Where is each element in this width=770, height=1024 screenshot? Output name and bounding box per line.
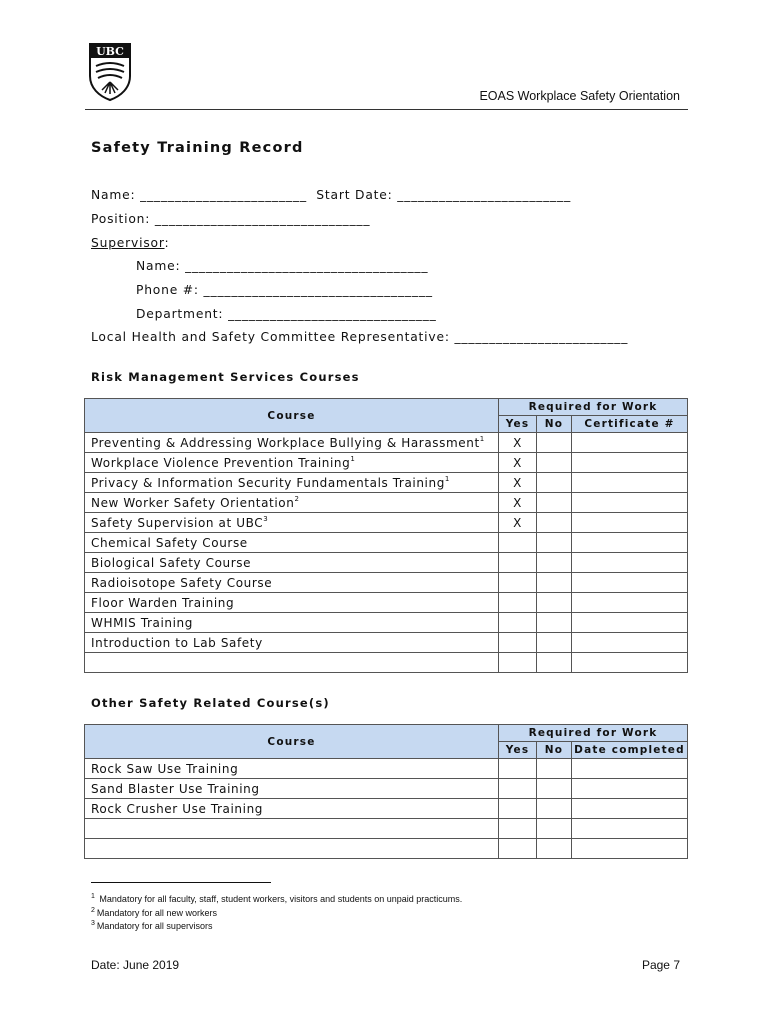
- name-start-date-line: Name: ________________________ Start Date: _________________________: [91, 188, 572, 202]
- other-course-header: Course: [85, 725, 499, 759]
- certificate-cell[interactable]: [572, 473, 688, 493]
- course-cell: [85, 613, 499, 633]
- no-cell[interactable]: [537, 493, 572, 513]
- table-row: [85, 493, 688, 513]
- certificate-cell[interactable]: [572, 453, 688, 473]
- course-name: Chemical Safety Course: [91, 535, 248, 550]
- table-row: [85, 613, 688, 633]
- course-cell: [85, 799, 499, 819]
- table-row: [85, 593, 688, 613]
- certificate-cell[interactable]: [572, 493, 688, 513]
- yes-cell[interactable]: [499, 533, 537, 553]
- risk-required-header: Required for Work: [499, 399, 688, 416]
- date-completed-cell[interactable]: [572, 839, 688, 859]
- table-row: [85, 573, 688, 593]
- course-name: Privacy & Information Security Fundamentals Training: [91, 475, 445, 490]
- yes-cell[interactable]: [499, 613, 537, 633]
- yes-cell[interactable]: X: [499, 493, 537, 513]
- course-cell: [85, 493, 499, 513]
- course-name: Floor Warden Training: [91, 595, 235, 610]
- other-date-header: Date completed: [572, 742, 688, 759]
- course-cell: [85, 433, 499, 453]
- certificate-cell[interactable]: [572, 533, 688, 553]
- other-section-title: Other Safety Related Course(s): [91, 696, 330, 710]
- yes-cell[interactable]: [499, 553, 537, 573]
- date-completed-cell[interactable]: [572, 759, 688, 779]
- header-title: EOAS Workplace Safety Orientation: [479, 89, 680, 103]
- yes-cell[interactable]: [499, 573, 537, 593]
- other-courses-table: [84, 724, 688, 859]
- course-cell: [85, 473, 499, 493]
- table-row: [85, 553, 688, 573]
- no-cell[interactable]: [537, 653, 572, 673]
- footnote-1-text: Mandatory for all faculty, staff, student workers, visitors and students on unpaid practicums.: [99, 894, 463, 904]
- course-cell: [85, 453, 499, 473]
- footnote-2: [91, 907, 217, 918]
- yes-cell[interactable]: X: [499, 433, 537, 453]
- yes-cell[interactable]: [499, 779, 537, 799]
- course-name: New Worker Safety Orientation: [91, 495, 295, 510]
- footnote-ref: 2: [294, 494, 300, 503]
- footnote-1-number: 1: [91, 893, 95, 900]
- table-row: [85, 533, 688, 553]
- table-row: [85, 433, 688, 453]
- table-row: [85, 513, 688, 533]
- supervisor-name-line: Name: ___________________________________: [136, 259, 429, 273]
- yes-cell[interactable]: X: [499, 453, 537, 473]
- course-name: Sand Blaster Use Training: [91, 781, 260, 796]
- page-title: Safety Training Record: [91, 140, 304, 156]
- footnote-2-number: 2: [91, 907, 95, 914]
- course-name: Radioisotope Safety Course: [91, 575, 273, 590]
- course-cell: [85, 653, 499, 673]
- course-cell: [85, 779, 499, 799]
- other-required-header: Required for Work: [499, 725, 688, 742]
- course-name: WHMIS Training: [91, 615, 193, 630]
- course-name: Introduction to Lab Safety: [91, 635, 263, 650]
- course-cell: [85, 513, 499, 533]
- course-cell: [85, 593, 499, 613]
- header-rule: [85, 109, 688, 110]
- no-cell[interactable]: [537, 779, 572, 799]
- course-cell: [85, 573, 499, 593]
- other-yes-header: Yes: [499, 742, 537, 759]
- supervisor-department-line: Department: ______________________________: [136, 307, 437, 321]
- footnote-2-text: Mandatory for all new workers: [96, 908, 217, 918]
- table-row: [85, 453, 688, 473]
- yes-cell[interactable]: [499, 819, 537, 839]
- course-name: Preventing & Addressing Workplace Bullying & Harassment: [91, 435, 480, 450]
- footer-page: Page 7: [641, 958, 680, 972]
- no-cell[interactable]: [537, 633, 572, 653]
- no-cell[interactable]: [537, 433, 572, 453]
- risk-courses-table: [84, 398, 688, 673]
- no-cell[interactable]: [537, 473, 572, 493]
- footnote-3-text: Mandatory for all supervisors: [96, 921, 213, 931]
- yes-cell[interactable]: X: [499, 513, 537, 533]
- certificate-cell[interactable]: [572, 513, 688, 533]
- footnote-ref: 1: [444, 474, 450, 483]
- committee-rep-line: Local Health and Safety Committee Representative: _________________________: [91, 330, 629, 344]
- footnote-ref: 1: [350, 454, 356, 463]
- yes-cell[interactable]: X: [499, 473, 537, 493]
- date-completed-cell[interactable]: [572, 779, 688, 799]
- course-cell: [85, 553, 499, 573]
- yes-cell[interactable]: [499, 653, 537, 673]
- no-cell[interactable]: [537, 819, 572, 839]
- course-cell: [85, 839, 499, 859]
- supervisor-phone-line: Phone #: _________________________________: [136, 283, 433, 297]
- no-cell[interactable]: [537, 573, 572, 593]
- other-no-header: No: [537, 742, 572, 759]
- yes-cell[interactable]: [499, 799, 537, 819]
- risk-yes-header: Yes: [499, 416, 537, 433]
- no-cell[interactable]: [537, 839, 572, 859]
- course-cell: [85, 533, 499, 553]
- table-row: [85, 779, 688, 799]
- course-name: Biological Safety Course: [91, 555, 252, 570]
- course-name: Rock Saw Use Training: [91, 761, 239, 776]
- risk-section-title: Risk Management Services Courses: [91, 370, 360, 384]
- footnote-3: [91, 920, 212, 931]
- yes-cell[interactable]: [499, 839, 537, 859]
- no-cell[interactable]: [537, 553, 572, 573]
- certificate-cell[interactable]: [572, 633, 688, 653]
- table-row: [85, 799, 688, 819]
- no-cell[interactable]: [537, 533, 572, 553]
- course-name: Rock Crusher Use Training: [91, 801, 263, 816]
- risk-cert-header: Certificate #: [572, 416, 688, 433]
- course-name: Workplace Violence Prevention Training: [91, 455, 351, 470]
- supervisor-label: Supervisor: [91, 236, 165, 250]
- footnote-3-number: 3: [91, 920, 95, 927]
- certificate-cell[interactable]: [572, 653, 688, 673]
- ubc-logo: [88, 42, 132, 102]
- table-row: [85, 633, 688, 653]
- table-row: [85, 839, 688, 859]
- risk-course-header: Course: [85, 399, 499, 433]
- date-completed-cell[interactable]: [572, 819, 688, 839]
- footnote-ref: 3: [263, 514, 269, 523]
- no-cell[interactable]: [537, 513, 572, 533]
- no-cell[interactable]: [537, 799, 572, 819]
- table-row: [85, 653, 688, 673]
- no-cell[interactable]: [537, 613, 572, 633]
- certificate-cell[interactable]: [572, 593, 688, 613]
- no-cell[interactable]: [537, 593, 572, 613]
- footer-date: Date: June 2019: [91, 958, 180, 972]
- supervisor-heading: [91, 236, 169, 250]
- course-cell: [85, 819, 499, 839]
- yes-cell[interactable]: [499, 633, 537, 653]
- footnote-rule: [91, 882, 271, 883]
- position-line: Position: _______________________________: [91, 212, 371, 226]
- course-cell: [85, 759, 499, 779]
- no-cell[interactable]: [537, 759, 572, 779]
- table-row: [85, 759, 688, 779]
- certificate-cell[interactable]: [572, 573, 688, 593]
- certificate-cell[interactable]: [572, 553, 688, 573]
- no-cell[interactable]: [537, 453, 572, 473]
- yes-cell[interactable]: [499, 759, 537, 779]
- date-completed-cell[interactable]: [572, 799, 688, 819]
- risk-no-header: No: [537, 416, 572, 433]
- footnote-ref: 1: [479, 434, 485, 443]
- footnote-1: [91, 893, 462, 904]
- yes-cell[interactable]: [499, 593, 537, 613]
- certificate-cell[interactable]: [572, 613, 688, 633]
- supervisor-colon: :: [164, 236, 170, 250]
- course-name: Safety Supervision at UBC: [91, 515, 264, 530]
- logo-text: UBC: [96, 45, 124, 58]
- table-row: [85, 473, 688, 493]
- certificate-cell[interactable]: [572, 433, 688, 453]
- course-cell: [85, 633, 499, 653]
- table-row: [85, 819, 688, 839]
